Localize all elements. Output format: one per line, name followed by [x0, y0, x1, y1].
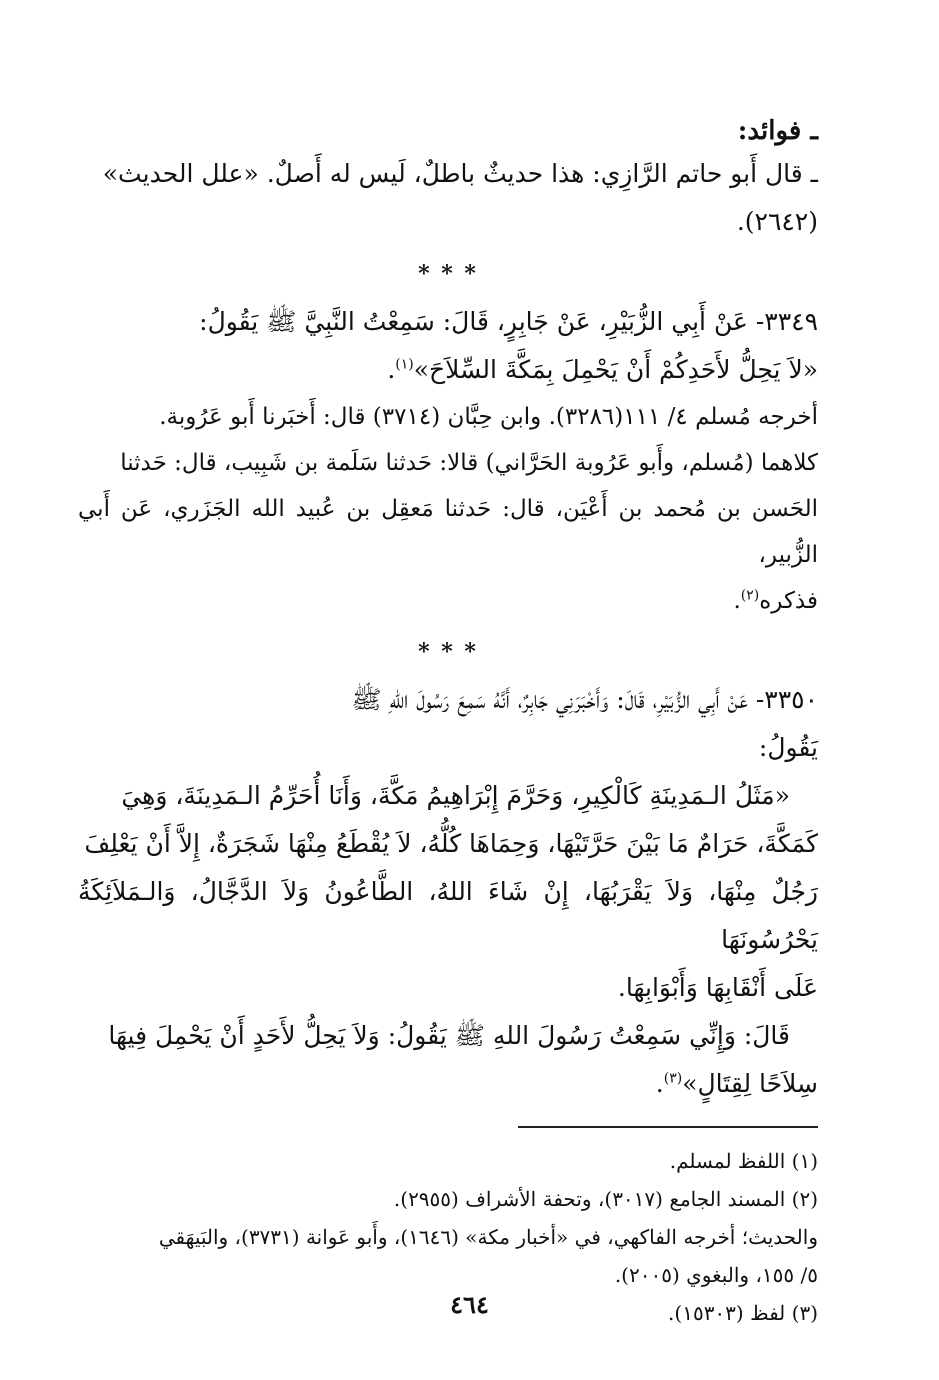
footnote-rule-wrap	[78, 1108, 818, 1142]
hadith-3350-p2-line1: قَالَ: وَإِنِّي سَمِعْتُ رَسُولَ اللهِ ﷺ يَقُولُ: وَلاَ يَحِلُّ لأَحَدٍ أَنْ يَحْمِلَ فِيهَا	[108, 1021, 790, 1050]
section-separator-2: * * *	[418, 639, 478, 665]
footnote-ref-1: (١)	[395, 356, 414, 373]
hadith-3349-text: «لاَ يَحِلُّ لأَحَدِكُمْ أَنْ يَحْمِلَ بِمَكَّةَ السِّلاَحَ»	[413, 355, 818, 384]
hadith-3349-source2: كلاهما (مُسلم، وأَبو عَرُوبة الحَرَّاني) قالا: حَدثنا سَلَمة بن شَبِيب، قال: حَدثنا	[120, 450, 818, 476]
hadith-3350-p1-line3: رَجُلٌ مِنْهَا، وَلاَ يَقْرَبُهَا، إِنْ شَاءَ اللهُ، الطَّاعُونُ وَلاَ الدَّجَّالُ، وَالـمَلاَئِكَةُ يَحْرُسُونَهَا	[78, 877, 818, 954]
footnote-1: (١) اللفظ لمسلم.	[669, 1149, 818, 1173]
footnote-2b-line2: ٥/ ١٥٥، والبغوي (٢٠٠٥).	[614, 1263, 818, 1287]
hadith-3350-p2-text: سِلاَحًا لِقِتَالٍ»	[682, 1069, 818, 1098]
hadith-3349	[78, 298, 818, 624]
hadith-3349-source4-text: فذكره	[759, 588, 818, 614]
hadith-3349-line2	[78, 346, 818, 394]
hadith-3350-p1-line1: «مَثَلُ الـمَدِينَةِ كَالْكِيرِ، وَحَرَّمَ إِبْرَاهِيمُ مَكَّةَ، وَأَنَا أُحَرِّمُ الـمَدِينَةَ، وَهِيَ	[121, 781, 790, 810]
hadith-3349-end: .	[387, 355, 396, 384]
hadith-3349-line1: ٣٣٤٩- عَنْ أَبِي الزُّبَيْرِ، عَنْ جَابِرٍ، قَالَ: سَمِعْتُ النَّبِيَّ ﷺ يَقُولُ:	[199, 307, 818, 336]
hadith-3349-source3: الحَسن بن مُحمد بن أَعْيَن، قال: حَدثنا مَعقِل بن عُبيد الله الجَزَري، عَن أَبي الزُّبير،	[78, 496, 818, 568]
fawaid-section	[78, 112, 818, 246]
footnote-2: (٢) المسند الجامع (٣٠١٧)، وتحفة الأشراف (٢٩٥٥).	[393, 1187, 818, 1211]
footnote-rule	[518, 1126, 818, 1128]
footnote-3: (٣) لفظ (١٥٣٠٣).	[668, 1301, 818, 1325]
hadith-3350-p2-end: .	[655, 1069, 664, 1098]
footnote-ref-3: (٣)	[663, 1070, 683, 1087]
hadith-3350-line1: ٣٣٥٠- عَنْ أَبِي الزُّبَيْرِ، قَالَ: وَأَخْبَرَنِي جَابِرٌ، أَنَّهُ سَمِعَ رَسُولَ اللهِ ﷺ	[351, 685, 818, 714]
section-separator: * * *	[418, 261, 478, 287]
hadith-3349-source4-end: .	[733, 588, 741, 614]
hadith-3349-source1: أخرجه مُسلم ٤/ ١١١(٣٢٨٦). وابن حِبَّان (٣٧١٤) قال: أَخبَرنا أَبو عَرُوبة.	[159, 404, 818, 430]
fawaid-note-line1: ـ قال أَبو حاتم الرَّازِي: هذا حديثٌ باطلٌ، لَيس له أَصلٌ. «علل الحديث»	[102, 159, 818, 188]
hadith-3350-line2: يَقُولُ:	[758, 733, 818, 762]
fawaid-heading: ـ فوائد:	[737, 116, 818, 146]
footnote-2b-line1: والحديث؛ أخرجه الفاكهي، في «أخبار مكة» (١٦٤٦)، وأَبو عَوانة (٣٧٣١)، والبَيهَقي	[158, 1225, 818, 1249]
page-body	[78, 112, 818, 1332]
hadith-3350-p1-line2: كَمَكَّةَ، حَرَامٌ مَا بَيْنَ حَرَّتَيْهَا، وَحِمَاهَا كُلُّهُ، لاَ يُقْطَعُ مِنْهَا شَجَرَةٌ، إِلاَّ أَنْ يَعْلِفَ	[84, 829, 818, 858]
hadith-3349-source4	[78, 578, 818, 624]
page-number: ٤٦٤	[450, 1290, 489, 1319]
hadith-3350	[78, 676, 818, 1108]
fawaid-note-line2: (٢٦٤٢).	[736, 207, 818, 236]
hadith-3350-p1-line4: عَلَى أَنْقَابِهَا وَأَبْوَابِهَا.	[617, 973, 818, 1002]
hadith-3350-p2-line2	[78, 1060, 818, 1108]
footnote-ref-2: (٢)	[740, 587, 760, 604]
